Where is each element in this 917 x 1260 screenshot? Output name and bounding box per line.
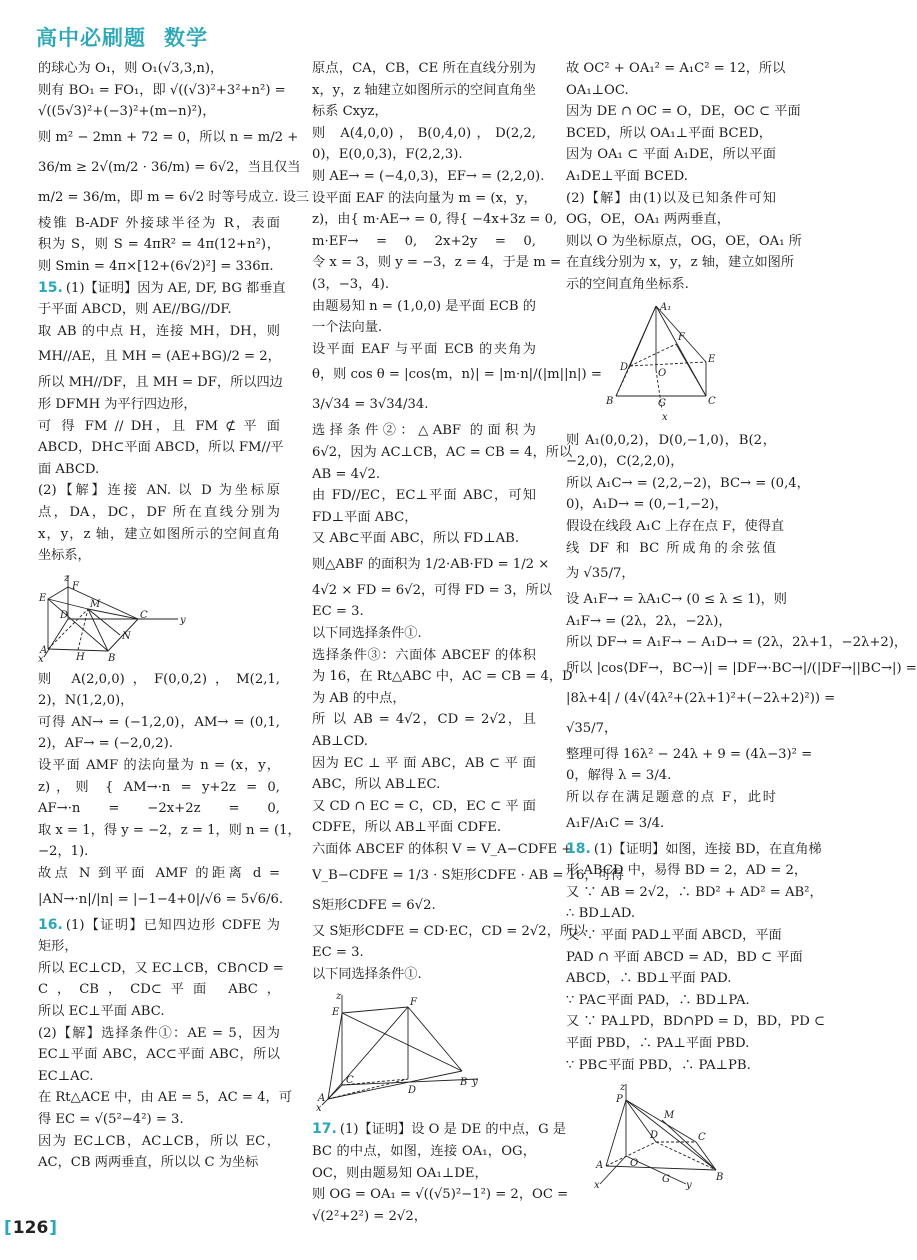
col1-line: AC，CB 两两垂直，所以以 C 为坐标 — [38, 1155, 259, 1171]
fig15-label-M: M — [90, 598, 101, 610]
col3b-line: 线 DF 和 BC 所成角的余弦值 — [566, 540, 776, 556]
col3-line: BCED，所以 OA₁⊥平面 BCED， — [566, 125, 772, 141]
col2-line: 因为 EC ⊥ 平 面 ABC，AB ⊂ 平 面 — [312, 755, 536, 771]
fig18-label-x: x — [594, 1180, 600, 1192]
col2-line: 4√2 × FD = 6√2，可得 FD = 3，所以 — [312, 582, 552, 598]
col3-line: A₁DE⊥平面 BCED. — [566, 168, 688, 184]
col1-line: 的球心为 O₁，则 O₁(√3,3,n)， — [38, 61, 224, 76]
col2b-line: BC 的中点，如图，连接 OA₁，OG， — [312, 1143, 536, 1159]
col2-line: θ，则 cos θ = |cos⟨m，n⟩| = |m·n|/(|m||n|) = — [312, 367, 602, 383]
col3b-line: ∴ BD⊥AD. — [566, 906, 636, 922]
col2-line: 选择条件②：△ABF 的面积为 — [312, 423, 536, 439]
col1-text-top — [38, 58, 310, 567]
col2b-line: OC，则由题易知 OA₁⊥DE， — [312, 1165, 488, 1181]
col3-line: OG，OE，OA₁ 两两垂直， — [566, 212, 730, 228]
col2-line: m·EF→ = 0, 2x+2y = 0, — [312, 233, 536, 249]
col1-line: 设平面 AMF 的法向量为 n = (x，y， — [38, 758, 280, 774]
col3b-line: 18. (1)【证明】如图，连接 BD，在直角梯 — [566, 840, 822, 857]
col2-line: 以下同选择条件①. — [312, 626, 422, 642]
col1-line: AF→·n = −2x+2z = 0, — [38, 801, 280, 817]
fig15-label-x: x — [38, 653, 44, 665]
question-number: 15. — [38, 279, 63, 296]
col1-line: 故点 N 到平面 AMF 的距离 d = — [38, 866, 280, 882]
col3-line: 示的空间直角坐标系. — [566, 276, 689, 292]
col3b-line: 假设在线段 A₁C 上存在点 F，使得直 — [566, 518, 785, 534]
col2-line: CDFE，所以 AB⊥平面 CDFE. — [312, 820, 502, 836]
fig17-label-A1: A₁ — [660, 301, 672, 313]
col2-line: 设平面 EAF 的法向量为 m = (x，y， — [312, 190, 537, 206]
col3-line: 则以 O 为坐标原点，OG，OE，OA₁ 所 — [566, 233, 802, 249]
figure-18 — [566, 1080, 776, 1190]
col2-line: 标系 Cxyz， — [312, 104, 388, 120]
col3b-line: 又 ∵ AB = 2√2，∴ BD² + AD² = AB²， — [566, 884, 823, 900]
col2b-line: 17. (1)【证明】设 O 是 DE 的中点，G 是 — [312, 1121, 567, 1138]
col1-line: 2)，N(1,2,0)， — [38, 693, 134, 709]
fig16-label-E: E — [332, 1007, 340, 1019]
page-number: [ 126 ] — [4, 1218, 57, 1238]
fig18-label-G: G — [662, 1174, 670, 1186]
fig16-label-F: F — [410, 997, 417, 1009]
fig16-label-x: x — [316, 1103, 322, 1115]
fig17-label-O: O — [658, 367, 667, 379]
col3b-line: 设 A₁F→ = λA₁C→ (0 ≤ λ ≤ 1)，则 — [566, 592, 787, 608]
col1-line: 矩形， — [38, 939, 78, 955]
col2-line: 则 AE→ = (−4,0,3)，EF→ = (2,2,0). — [312, 168, 545, 184]
fig15-label-N: N — [122, 630, 131, 642]
col1-line: 则 A(2,0,0)，F(0,0,2)，M(2,1, — [38, 671, 280, 687]
col2-line: 又 CD ∩ EC = C，CD，EC ⊂ 平 面 — [312, 798, 536, 814]
col2b-line: √(2²+2²) = 2√2， — [312, 1208, 427, 1224]
col3b-line: 所以 DF→ = A₁F→ − A₁D→ = (2λ，2λ+1，−2λ+2)， — [566, 635, 908, 651]
col1-line: 于平面 ABCD，则 AE//BG//DF. — [38, 302, 232, 318]
col3b-line: 形 ABCD 中，易得 BD = 2，AD = 2， — [566, 863, 808, 879]
fig16-label-y: y — [472, 1077, 478, 1089]
col2-line: 设平面 EAF 与平面 ECB 的夹角为 — [312, 341, 536, 357]
fig15-label-D: D — [60, 609, 69, 621]
col1-line: 因为 EC⊥CB，AC⊥CB，所以 EC， — [38, 1133, 280, 1149]
col3b-line: −2,0)，C(2,2,0)， — [566, 454, 684, 470]
col2-line: 以下同选择条件①. — [312, 966, 422, 982]
header-title-right: 数学 — [164, 26, 208, 50]
col1-line: 可得 AN→ = (−1,2,0)，AM→ = (0,1, — [38, 714, 280, 730]
col2-text-bottom — [312, 1119, 569, 1227]
fig15-label-C: C — [140, 609, 148, 621]
col1-line: 36/m ≥ 2√(m/2 · 36/m) = 6√2，当且仅当 — [38, 159, 301, 175]
col2-line: ABC，所以 AB⊥EC. — [312, 777, 441, 793]
col2-line: 选择条件③：六面体 ABCEF 的体积 — [312, 647, 536, 663]
col3b-line: 则 A₁(0,0,2)，D(0,−1,0)，B(2， — [566, 432, 776, 448]
col2-line: (3，−3，4). — [312, 276, 390, 292]
col2b-line: 则 OG = OA₁ = √((√5)²−1²) = 2，OC = — [312, 1187, 569, 1203]
col2-line: S矩形CDFE = 6√2. — [312, 897, 436, 913]
col3b-line: 整理可得 16λ² − 24λ + 9 = (4λ−3)² = — [566, 746, 813, 762]
fig15-label-z: z — [64, 572, 70, 584]
col3b-line: √35/7， — [566, 720, 618, 736]
fig15-label-y: y — [180, 614, 186, 626]
fig17-label-x: x — [662, 411, 668, 423]
col1-line: 在 Rt△ACE 中，由 AE = 5，AC = 4，可 — [38, 1090, 292, 1106]
fig15-label-F: F — [72, 580, 79, 592]
fig15-label-H: H — [76, 651, 85, 663]
col1-line: 则 Smin = 4π×[12+(6√2)²] = 336π. — [38, 258, 274, 274]
col3-line: (2)【解】由(1)以及已知条件可知 — [566, 190, 776, 206]
col1-line: 取 AB 的中点 H，连接 MH，DH，则 — [38, 323, 280, 339]
col2-line: 为 AB 的中点， — [312, 690, 406, 706]
col3b-line: 平面 PBD，∴ PA⊥平面 PBD. — [566, 1036, 750, 1051]
col2-line: 0)，E(0,0,3)，F(2,2,3). — [312, 147, 463, 163]
col1-line: 面 ABCD. — [38, 461, 100, 477]
col3-line: 因为 DE ∩ OC = O，DE，OC ⊂ 平面 — [566, 104, 801, 120]
col2-line: 则△ABF 的面积为 1/2·AB·FD = 1/2 × — [312, 556, 550, 572]
col1-line: 则有 BO₁ = FO₁，即 √((√3)²+3²+n²) = — [38, 82, 286, 98]
col3b-line: A₁F→ = (2λ，2λ，−2λ)， — [566, 613, 732, 629]
fig17-label-E: E — [708, 353, 716, 365]
col1-line: 则 m² − 2mn + 72 = 0，所以 n = m/2 + — [38, 129, 299, 145]
col1-line: 坐标系， — [38, 548, 91, 564]
col2-line: 6√2，因为 AC⊥CB，AC = CB = 4，所以 — [312, 444, 573, 460]
col3-text-bottom — [566, 430, 917, 1077]
col3b-line: 所以 |cos⟨DF→，BC→⟩| = |DF→·BC→|/(|DF→||BC→|) = — [566, 660, 917, 676]
col1-line: ABCD，DH⊂平面 ABCD，所以 FM//平 — [38, 440, 284, 456]
col3-line: 故 OC² + OA₁² = A₁C² = 12，所以 — [566, 61, 786, 76]
col1-line: 积为 S，则 S = 4πR² = 4π(12+n²)， — [38, 237, 280, 253]
fig17-label-D: D — [620, 361, 629, 373]
col2-line: 3/√34 = 3√34/34. — [312, 397, 429, 413]
col3b-line: |8λ+4| / (4√(4λ²+(2λ+1)²+(−2λ+2)²)) = — [566, 690, 836, 706]
figure-15 — [38, 571, 280, 663]
col1-text-bottom — [38, 669, 301, 1174]
column-1 — [38, 58, 310, 1174]
fig16-label-B: B — [460, 1077, 468, 1089]
col2-line: 由题易知 n = (1,0,0) 是平面 ECB 的 — [312, 298, 536, 314]
fig15-label-B: B — [108, 652, 116, 664]
col3b-line: ABCD，∴ BD⊥平面 PAD. — [566, 971, 732, 987]
col2-line: 所 以 AB = 4√2，CD = 2√2，且 — [312, 712, 536, 728]
col2-line: AB⊥CD. — [312, 734, 369, 750]
fig17-label-C: C — [708, 395, 716, 407]
fig15-label-A: A — [40, 644, 48, 656]
col2-line: FD⊥平面 ABC， — [312, 509, 418, 525]
fig18-label-D: D — [650, 1130, 659, 1142]
col1-line: √((5√3)²+(−3)²+(m−n)²)， — [38, 104, 216, 120]
col1-line: 可 得 FM // DH，且 FM ⊄ 平 面 — [38, 418, 280, 434]
col1-line: C，CB，CD⊂平面 ABC， — [38, 982, 280, 998]
column-3 — [566, 58, 917, 1196]
page-header — [36, 22, 226, 52]
fig18-label-A: A — [596, 1160, 604, 1172]
fig17-label-B: B — [606, 395, 614, 407]
col1-line: m/2 = 36/m，即 m = 6√2 时等号成立. 设三 — [38, 189, 310, 205]
col3b-line: ∵ PB⊂平面 PBD，∴ PA⊥PB. — [566, 1057, 751, 1073]
col3-line: OA₁⊥OC. — [566, 82, 629, 98]
fig16-label-A: A — [318, 1093, 326, 1105]
col3-line: 在直线分别为 x，y，z 轴，建立如图所 — [566, 255, 795, 271]
fig16-label-z: z — [336, 991, 342, 1003]
col3b-line: 所以存在满足题意的点 F，此时 — [566, 790, 776, 806]
col1-line: 2)，AF→ = (−2,0,2). — [38, 736, 173, 752]
col1-line: 所以 MH//DF，且 MH = DF，所以四边 — [38, 375, 283, 391]
col1-line: |AN→·n|/|n| = |−1−4+0|/√6 = 5√6/6. — [38, 891, 284, 907]
col2-line: 又 AB⊂平面 ABC，所以 FD⊥AB. — [312, 531, 520, 547]
col3b-line: 又 ∵ 平面 PAD⊥平面 ABCD，平面 — [566, 928, 782, 944]
fig18-label-B: B — [716, 1172, 724, 1184]
col1-line: 15. (1)【证明】因为 AE, DF, BG 都垂直 — [38, 279, 286, 296]
fig18-label-z: z — [620, 1082, 626, 1094]
col3b-line: PAD ∩ 平面 ABCD = AD，BD ⊂ 平面 — [566, 949, 803, 965]
col3b-line: 为 √35/7， — [566, 566, 635, 582]
col3b-line: 0)，A₁D→ = (0,−1,−2)， — [566, 497, 728, 513]
col1-line: (2)【解】连接 AN. 以 D 为坐标原 — [38, 483, 280, 499]
col1-line: 棱锥 B-ADF 外接球半径为 R，表面 — [38, 215, 280, 231]
col1-line: 所以 EC⊥平面 ABC. — [38, 1004, 165, 1019]
col2-line: AB = 4√2. — [312, 466, 381, 482]
fig17-label-F: F — [678, 331, 685, 343]
col1-line: 点，DA，DC，DF 所在直线分别为 — [38, 504, 280, 520]
col1-line: (2)【解】选择条件①：AE = 5，因为 — [38, 1025, 280, 1041]
col1-line: EC⊥AC. — [38, 1068, 94, 1084]
col3-line: 因为 OA₁ ⊂ 平面 A₁DE，所以平面 — [566, 147, 776, 163]
col2-line: V_B−CDFE = 1/3 · S矩形CDFE · AB = 16，可得 — [312, 867, 624, 883]
fig18-label-M: M — [664, 1110, 675, 1122]
col2-line: EC = 3. — [312, 945, 364, 961]
col2-line: 原点，CA，CB，CE 所在直线分别为 — [312, 61, 536, 76]
col1-line: 所以 EC⊥CD，又 EC⊥CB，CB∩CD = — [38, 960, 284, 976]
col1-line: 16. (1)【证明】已知四边形 CDFE 为 — [38, 916, 280, 933]
figure-16 — [312, 989, 536, 1113]
col3b-line: A₁F/A₁C = 3/4. — [566, 815, 665, 831]
fig18-label-C: C — [698, 1132, 706, 1144]
col2-line: x，y，z 轴建立如图所示的空间直角坐 — [312, 82, 536, 98]
fig18-label-y: y — [686, 1180, 692, 1192]
fig18-label-P: P — [616, 1094, 623, 1106]
question-number: 17. — [312, 1121, 337, 1138]
question-number: 18. — [566, 840, 591, 857]
col2-line: 一个法向量. — [312, 320, 383, 336]
col1-line: MH//AE，且 MH = (AE+BG)/2 = 2， — [38, 349, 281, 365]
fig16-label-D: D — [408, 1085, 417, 1097]
fig18-label-O: O — [630, 1158, 639, 1170]
figure-17 — [566, 300, 776, 424]
col3b-line: 所以 A₁C→ = (2,2,−2)，BC→ = (0,4， — [566, 475, 810, 491]
col2-line: z)，由{ m·AE→ = 0, 得{ −4x+3z = 0, — [312, 212, 558, 228]
col3-text-top — [566, 58, 802, 296]
fig15-label-E: E — [39, 592, 47, 604]
col1-line: EC⊥平面 ABC，AC⊂平面 ABC，所以 — [38, 1047, 280, 1063]
col2-line: EC = 3. — [312, 604, 364, 620]
col3b-line: 又 ∵ PA⊥PD，BD∩PD = D，BD，PD ⊂ — [566, 1014, 826, 1030]
col2-line: 令 x = 3，则 y = −3，z = 4，于是 m = — [312, 255, 561, 271]
col1-line: −2，1). — [38, 844, 89, 860]
header-title-left: 高中必刷题 — [36, 26, 146, 50]
col1-line: 形 DFMH 为平行四边形， — [38, 396, 197, 412]
fig16-label-C: C — [346, 1075, 354, 1087]
col2-line: 则 A(4,0,0)，B(0,4,0)，D(2,2, — [312, 125, 536, 141]
fig17-label-G: G — [658, 397, 666, 409]
col2-line: 为 16，在 Rt△ABC 中，AC = CB = 4，D — [312, 669, 573, 685]
col3b-line: ∵ PA⊂平面 PAD，∴ BD⊥PA. — [566, 992, 750, 1008]
col2-line: 又 S矩形CDFE = CD·EC，CD = 2√2，所以 — [312, 923, 587, 939]
col1-line: 得 EC = √(5²−4²) = 3. — [38, 1111, 184, 1127]
col3b-line: 0，解得 λ = 3/4. — [566, 768, 672, 784]
col2-line: 六面体 ABCEF 的体积 V = V_A−CDFE + — [312, 842, 573, 857]
col1-line: 取 x = 1，得 y = −2，z = 1，则 n = (1， — [38, 822, 301, 838]
col1-line: x，y，z 轴，建立如图所示的空间直角 — [38, 526, 280, 542]
col2-line: 由 FD//EC，EC⊥平面 ABC，可知 — [312, 488, 536, 504]
question-number: 16. — [38, 916, 63, 933]
col1-line: z)，则 { AM→·n = y+2z = 0, — [38, 779, 280, 795]
